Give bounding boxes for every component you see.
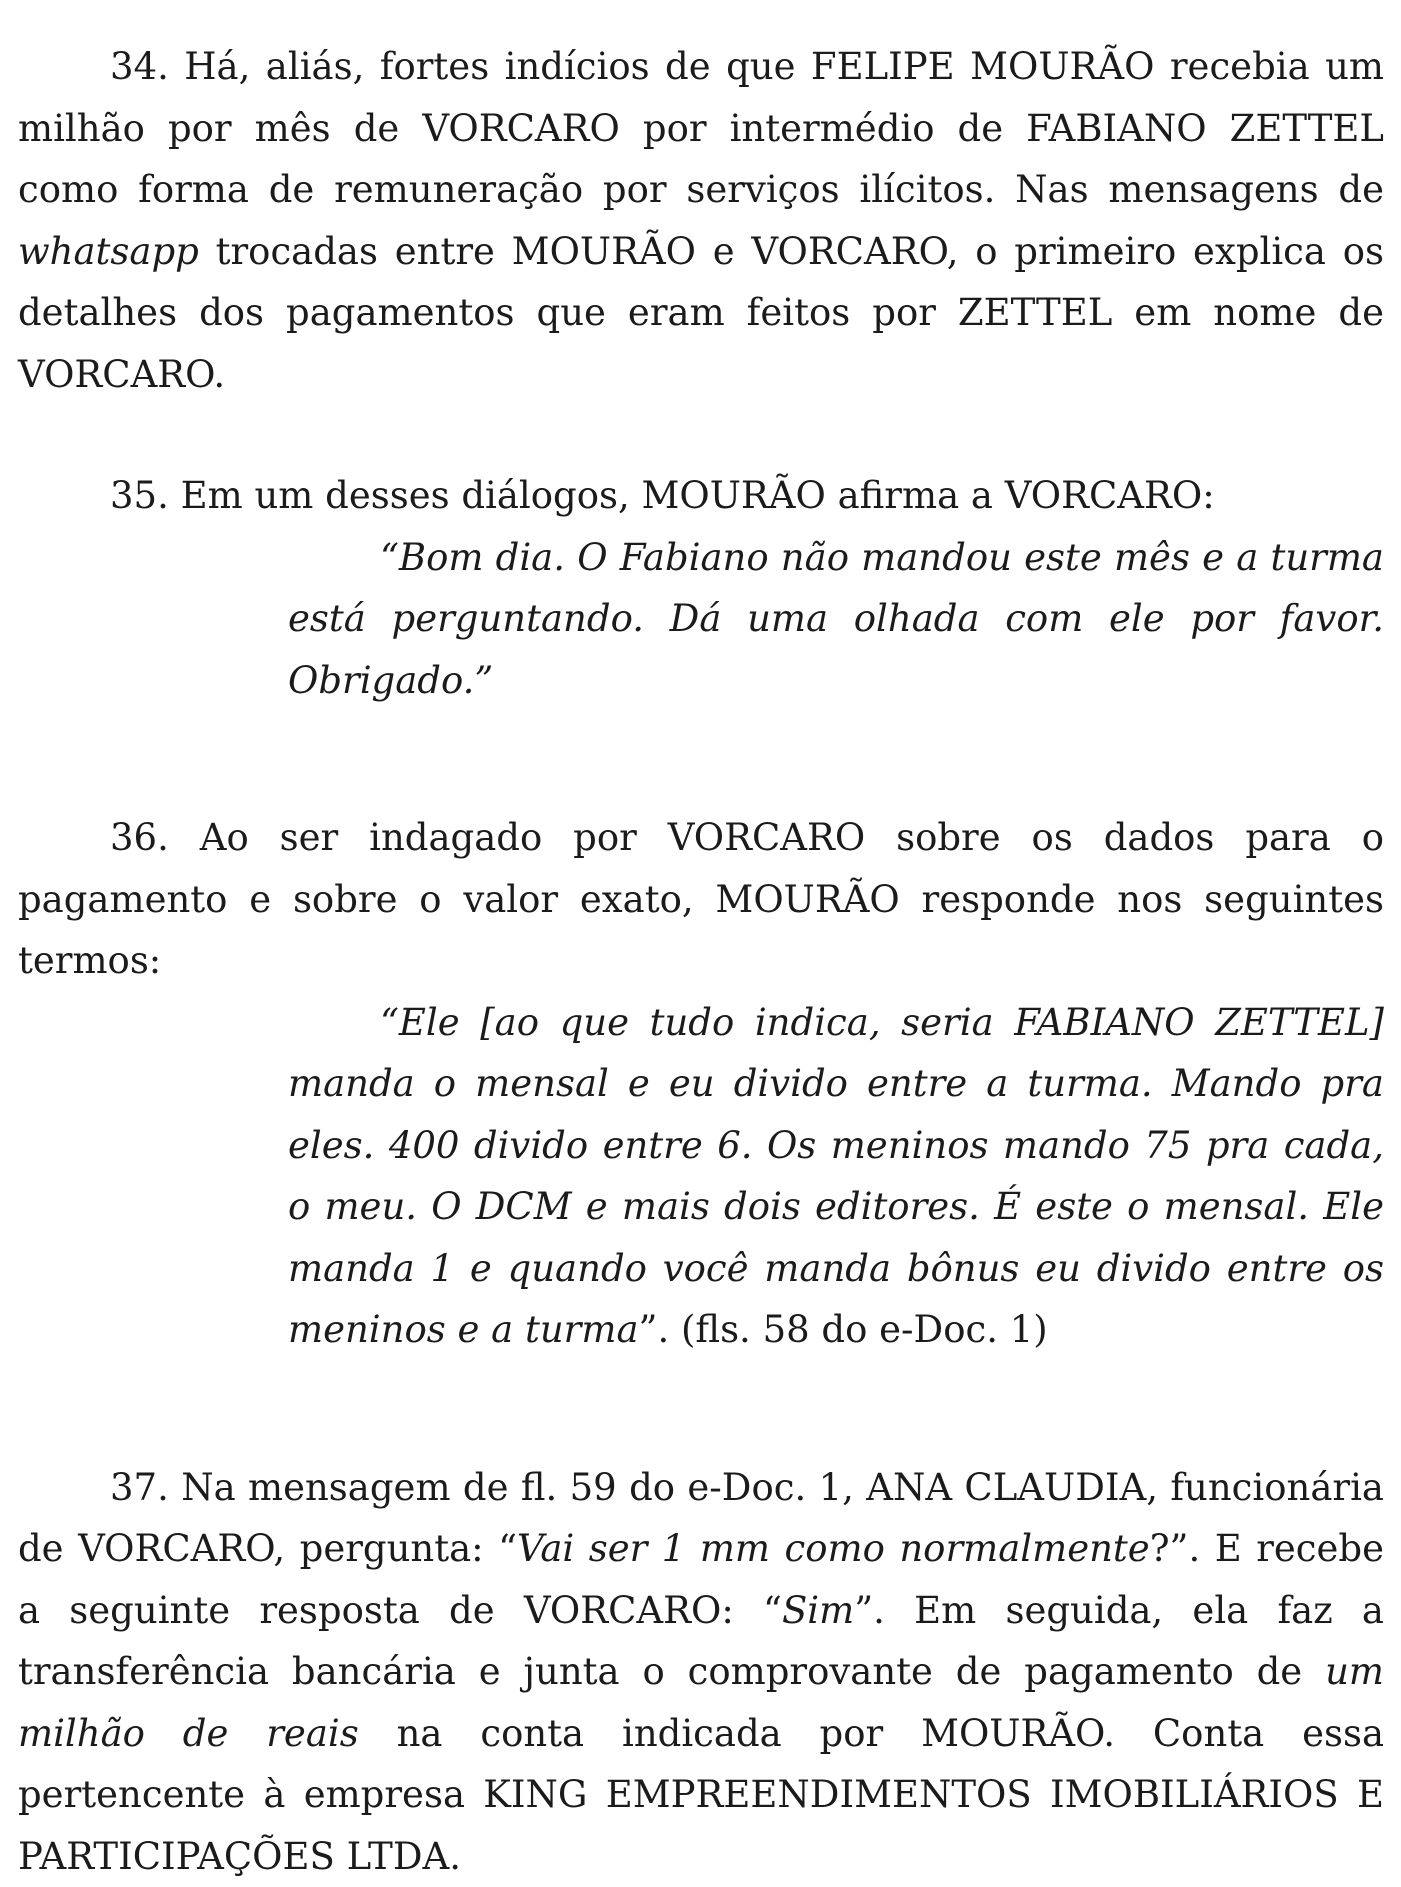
quote-36-close: ” xyxy=(639,1308,658,1351)
quote-36-text: Ele [ao que tudo indica, seria FABIANO ZETTEL] manda o mensal e eu divido entre a turma. Mando pra eles. 400 divido entre 6. Os meninos mando 75 pra cada, o meu. O DCM e mais dois editores. É este o mensal. Ele manda 1 e quando você manda bônus eu divido entre os meninos e a turma xyxy=(288,1001,1384,1352)
paragraph-36-text: 36. Ao ser indagado por VORCARO sobre os dados para o pagamento e sobre o valor exato, MOURÃO responde nos seguintes termos: xyxy=(18,816,1384,982)
paragraph-37-text-3: ”. Em seguida, ela faz a transferência bancária e junta o comprovante de pagamento de xyxy=(18,1589,1384,1694)
paragraph-36 xyxy=(18,807,1384,992)
paragraph-35-text: 35. Em um desses diálogos, MOURÃO afirma a VORCARO: xyxy=(110,474,1215,517)
quote-35-close: ” xyxy=(474,659,493,702)
paragraph-37-italic-3: um milhão de reais xyxy=(18,1650,1384,1755)
paragraph-34 xyxy=(18,36,1384,405)
quote-36-citation: . (fls. 58 do e-Doc. 1) xyxy=(657,1308,1047,1351)
spacer xyxy=(18,711,1384,807)
paragraph-37 xyxy=(18,1457,1384,1887)
paragraph-34-italic: whatsapp xyxy=(18,230,199,273)
paragraph-37-text-1: 37. Na mensagem de fl. 59 do e-Doc. 1, ANA CLAUDIA, funcionária de VORCARO, pergunta: “ xyxy=(18,1466,1384,1571)
paragraph-37-text-2: ?”. E recebe a seguinte resposta de VORCARO: “ xyxy=(18,1527,1384,1632)
paragraph-34-text-2: trocadas entre MOURÃO e VORCARO, o primeiro explica os detalhes dos pagamentos que eram feitos por ZETTEL em nome de VORCARO. xyxy=(18,230,1384,396)
quote-35 xyxy=(288,527,1384,712)
paragraph-34-text: 34. Há, aliás, fortes indícios de que FELIPE MOURÃO recebia um milhão por mês de VORCARO por intermédio de FABIANO ZETTEL como forma de remuneração por serviços ilícitos. Nas mensagens de xyxy=(18,45,1384,211)
spacer xyxy=(18,405,1384,465)
paragraph-37-text-4: na conta indicada por MOURÃO. Conta essa pertencente à empresa KING EMPREENDIMENTOS IMOBILIÁRIOS E PARTICIPAÇÕES LTDA. xyxy=(18,1712,1384,1878)
paragraph-35 xyxy=(18,465,1384,527)
document-page xyxy=(18,36,1384,1887)
paragraph-37-italic-2: Sim xyxy=(782,1589,854,1632)
quote-36 xyxy=(288,992,1384,1361)
quote-35-text: Bom dia. O Fabiano não mandou este mês e a turma está perguntando. Dá uma olhada com ele por favor. Obrigado. xyxy=(288,536,1384,702)
quote-35-open: “ xyxy=(380,536,399,579)
paragraph-37-italic-1: Vai ser 1 mm como normalmente xyxy=(517,1527,1150,1570)
quote-36-open: “ xyxy=(380,1001,399,1044)
spacer xyxy=(18,1361,1384,1457)
